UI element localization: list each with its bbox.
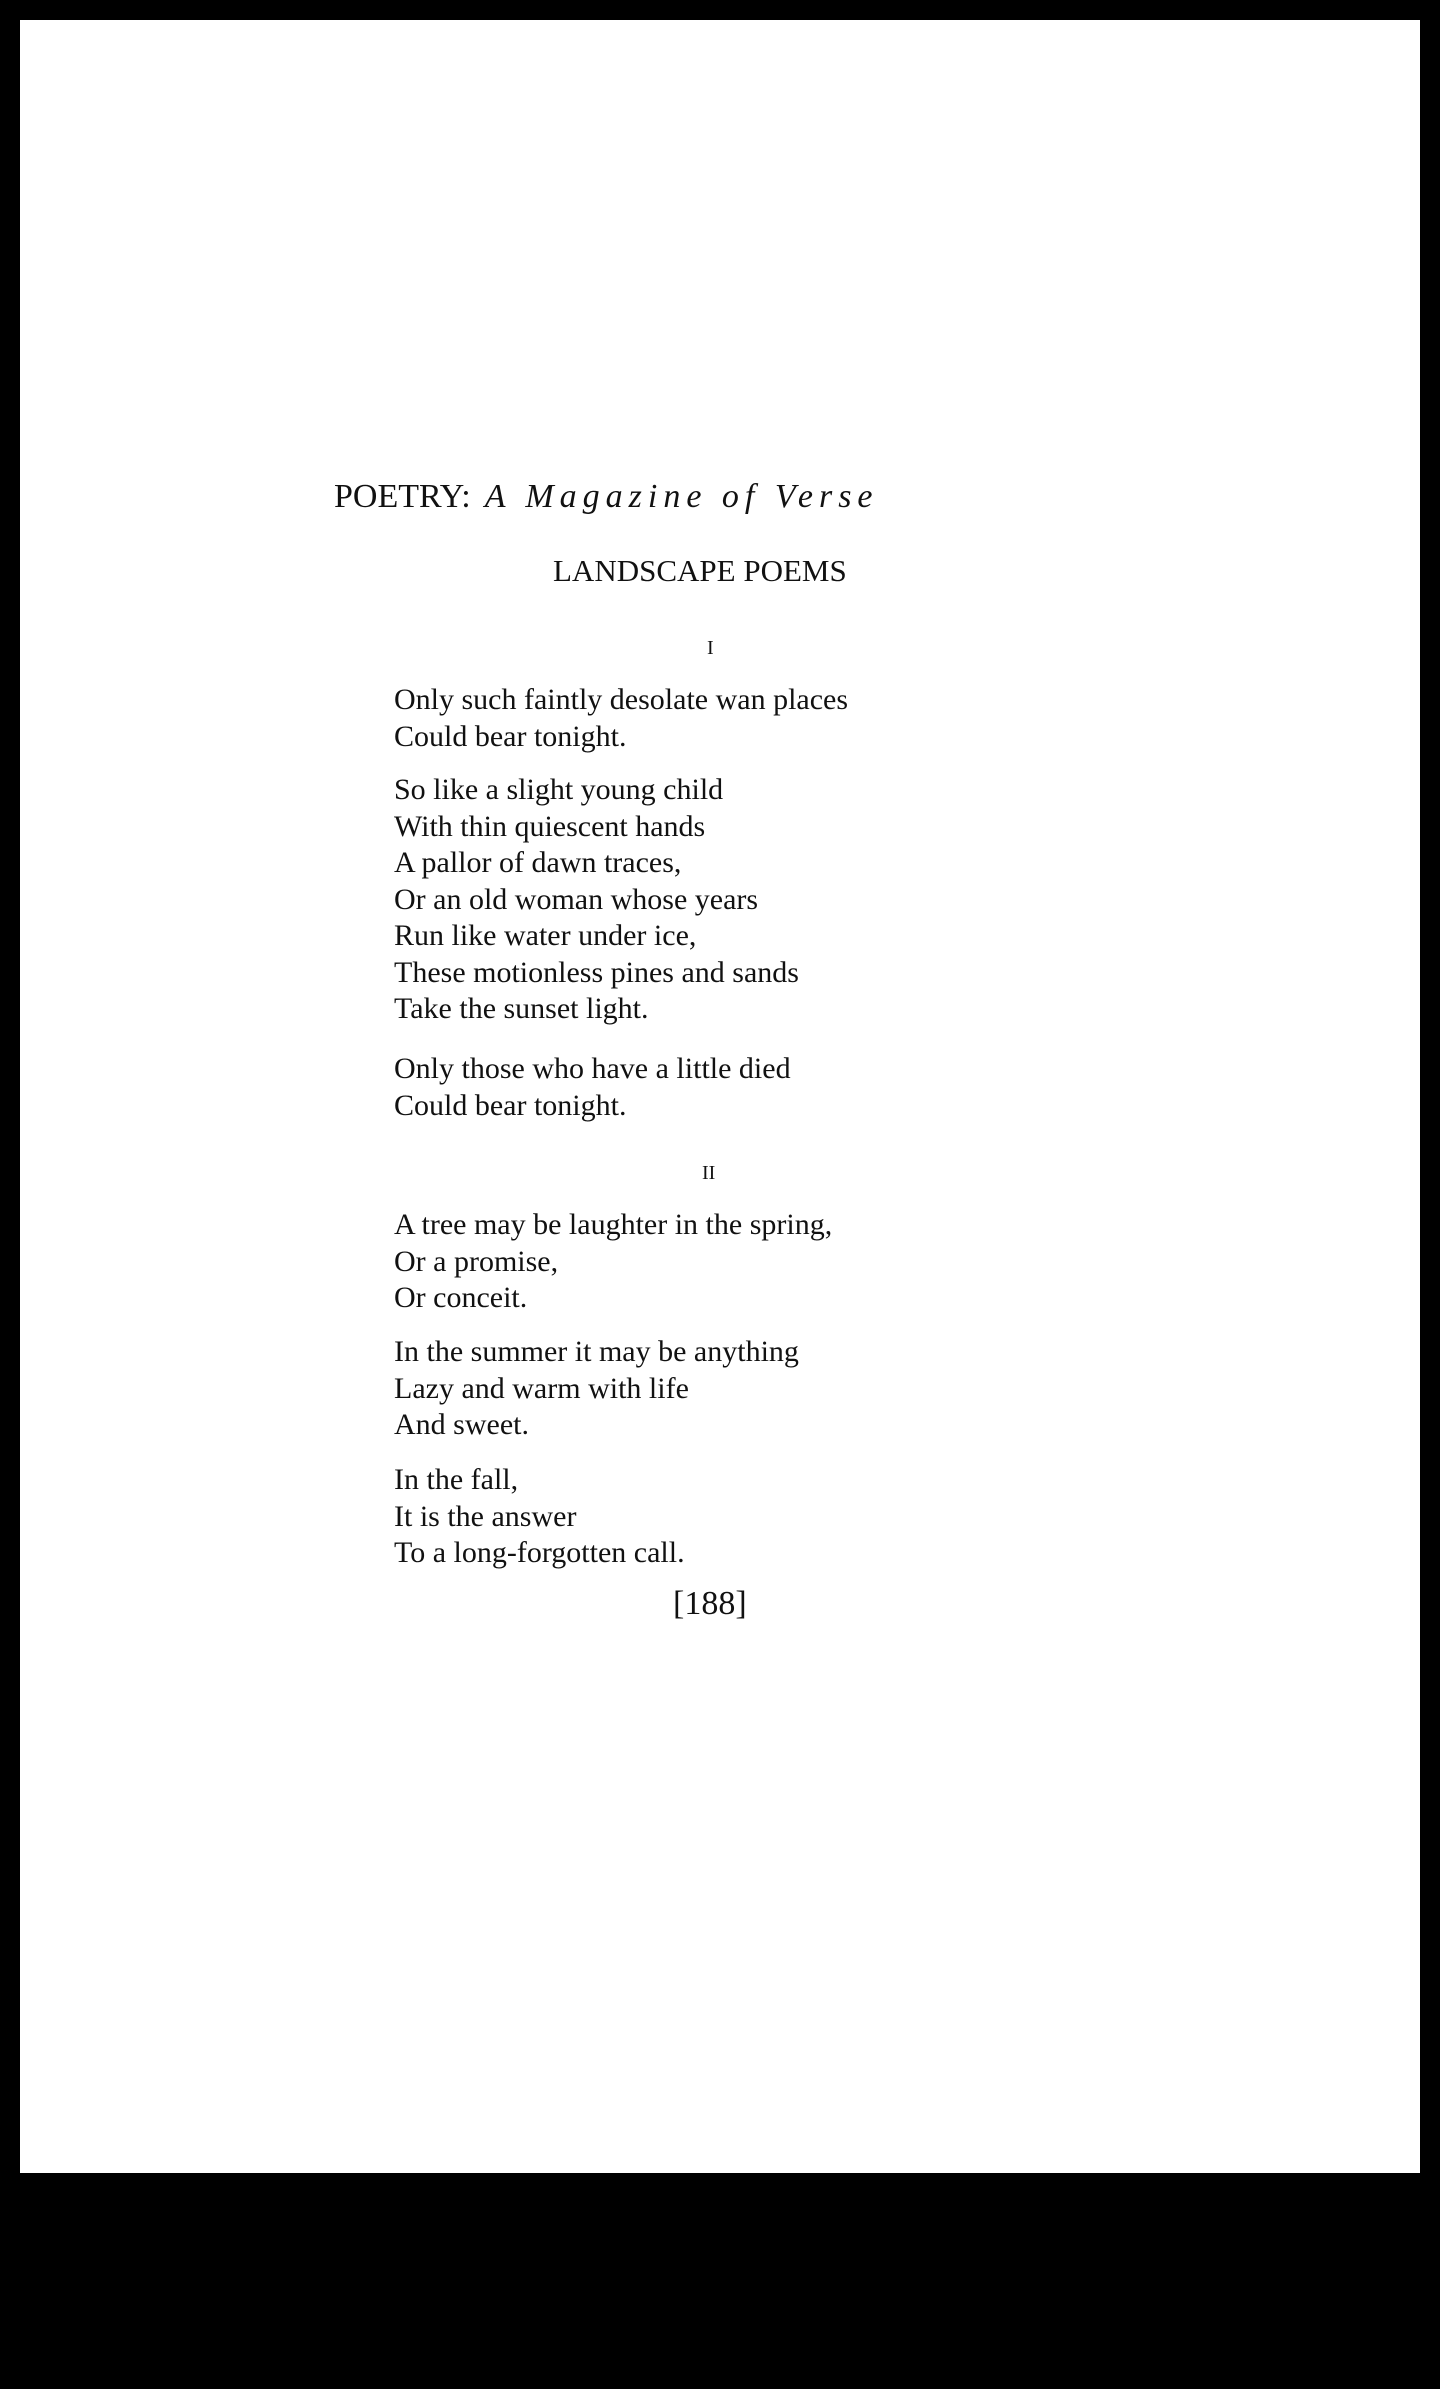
stanza bbox=[394, 1207, 832, 1317]
poem-line: A pallor of dawn traces, bbox=[394, 846, 682, 879]
poem-line: Could bear tonight. bbox=[394, 719, 627, 753]
poem-line: Lazy and warm with life bbox=[394, 1371, 689, 1405]
journal-name: POETRY: bbox=[334, 478, 471, 515]
section-numeral: I bbox=[707, 637, 714, 659]
stanza bbox=[394, 1334, 799, 1444]
poem-line: Or conceit. bbox=[394, 1281, 528, 1314]
poem-line: Could bear tonight. bbox=[394, 1088, 627, 1122]
stanza bbox=[394, 772, 799, 1028]
poem-line: In the summer it may be anything bbox=[394, 1335, 799, 1368]
poem-line: Or a promise, bbox=[394, 1244, 559, 1278]
poem-line: Or an old woman whose years bbox=[394, 882, 759, 916]
page-number: [188] bbox=[673, 1585, 747, 1622]
poem-line: A tree may be laughter in the spring, bbox=[394, 1208, 833, 1241]
poem-line: These motionless pines and sands bbox=[394, 955, 799, 989]
poem-line: And sweet. bbox=[394, 1408, 529, 1441]
running-head bbox=[334, 480, 879, 514]
poem-line: With thin quiescent hands bbox=[394, 809, 706, 843]
poem-line: To a long-forgotten call. bbox=[394, 1536, 685, 1569]
journal-subtitle: A Magazine of Verse bbox=[484, 478, 879, 515]
stanza bbox=[394, 1051, 791, 1124]
poem-line: Only such faintly desolate wan places bbox=[394, 683, 849, 716]
poem-line: Take the sunset light. bbox=[394, 992, 649, 1025]
poem-title: LANDSCAPE POEMS bbox=[553, 553, 847, 588]
poem-line: So like a slight young child bbox=[394, 773, 724, 806]
poem-line: In the fall, bbox=[394, 1463, 519, 1496]
poem-line: Run like water under ice, bbox=[394, 919, 697, 952]
page bbox=[20, 20, 1420, 2173]
poem-line: Only those who have a little died bbox=[394, 1052, 791, 1085]
poem-line: It is the answer bbox=[394, 1499, 577, 1533]
section-numeral: II bbox=[702, 1162, 716, 1184]
stanza bbox=[394, 1462, 685, 1572]
stanza bbox=[394, 682, 848, 755]
